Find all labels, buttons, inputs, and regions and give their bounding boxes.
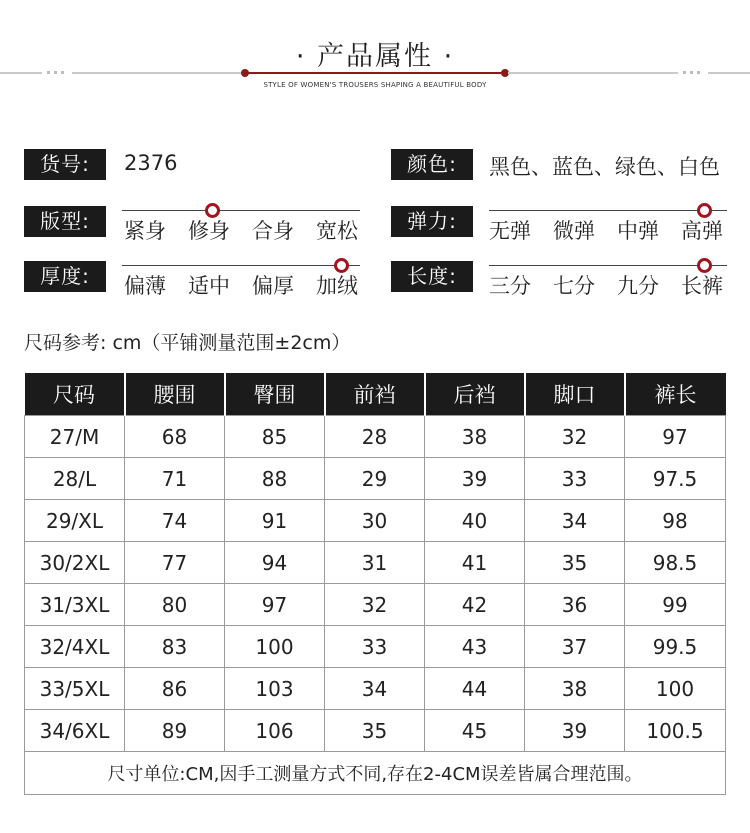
table-row bbox=[25, 542, 726, 584]
table-row bbox=[25, 668, 726, 710]
table-header-cell: 前裆 bbox=[325, 373, 425, 416]
table-cell: 31 bbox=[325, 542, 425, 584]
table-cell: 33/5XL bbox=[25, 668, 125, 710]
table-cell: 35 bbox=[525, 542, 625, 584]
elasticity-option: 高弹 bbox=[681, 219, 723, 243]
table-header-cell: 脚口 bbox=[525, 373, 625, 416]
table-cell: 97.5 bbox=[625, 458, 726, 500]
table-cell: 97 bbox=[625, 416, 726, 458]
table-cell: 74 bbox=[125, 500, 225, 542]
table-cell: 43 bbox=[425, 626, 525, 668]
table-cell: 29/XL bbox=[25, 500, 125, 542]
table-cell: 98.5 bbox=[625, 542, 726, 584]
page-subtitle: STYLE OF WOMEN'S TROUSERS SHAPING A BEAUTIFUL BODY bbox=[263, 81, 487, 89]
fit-option: 修身 bbox=[188, 219, 230, 243]
table-cell: 36 bbox=[525, 584, 625, 626]
length-option: 三分 bbox=[489, 274, 531, 298]
table-row bbox=[25, 584, 726, 626]
length-option: 七分 bbox=[553, 274, 595, 298]
thickness-scale-line bbox=[122, 265, 360, 266]
table-cell: 34 bbox=[525, 500, 625, 542]
item-no-label: 货号: bbox=[24, 149, 106, 180]
header-rule-left-inner bbox=[72, 72, 242, 74]
table-cell: 99 bbox=[625, 584, 726, 626]
table-header-cell: 裤长 bbox=[625, 373, 726, 416]
elasticity-option: 微弹 bbox=[553, 219, 595, 243]
table-row bbox=[25, 710, 726, 752]
table-cell: 80 bbox=[125, 584, 225, 626]
size-table bbox=[24, 373, 726, 795]
header-rule-right-inner bbox=[508, 72, 678, 74]
elasticity-label: 弹力: bbox=[391, 206, 473, 237]
table-note-row bbox=[25, 752, 726, 795]
table-footnote: 尺寸单位:CM,因手工测量方式不同,存在2-4CM误差皆属合理范围。 bbox=[25, 752, 726, 795]
table-cell: 99.5 bbox=[625, 626, 726, 668]
table-cell: 98 bbox=[625, 500, 726, 542]
table-cell: 32 bbox=[525, 416, 625, 458]
elasticity-scale-line bbox=[489, 210, 727, 211]
table-cell: 71 bbox=[125, 458, 225, 500]
elasticity-option: 无弹 bbox=[489, 219, 531, 243]
table-cell: 94 bbox=[225, 542, 325, 584]
table-cell: 103 bbox=[225, 668, 325, 710]
table-cell: 97 bbox=[225, 584, 325, 626]
table-header-cell: 尺码 bbox=[25, 373, 125, 416]
table-cell: 86 bbox=[125, 668, 225, 710]
table-cell: 33 bbox=[325, 626, 425, 668]
table-cell: 40 bbox=[425, 500, 525, 542]
table-row bbox=[25, 626, 726, 668]
header-rule-center bbox=[246, 72, 504, 74]
table-cell: 85 bbox=[225, 416, 325, 458]
elasticity-option: 中弹 bbox=[617, 219, 659, 243]
table-cell: 38 bbox=[525, 668, 625, 710]
size-reference-note: 尺码参考: cm（平铺测量范围±2cm） bbox=[24, 332, 351, 354]
table-cell: 38 bbox=[425, 416, 525, 458]
length-label: 长度: bbox=[391, 261, 473, 292]
header-dots-left bbox=[47, 71, 68, 75]
table-cell: 41 bbox=[425, 542, 525, 584]
table-cell: 106 bbox=[225, 710, 325, 752]
fit-label: 版型: bbox=[24, 206, 106, 237]
table-cell: 68 bbox=[125, 416, 225, 458]
table-cell: 28/L bbox=[25, 458, 125, 500]
header-rule-right bbox=[708, 72, 750, 74]
table-cell: 100.5 bbox=[625, 710, 726, 752]
thickness-option: 适中 bbox=[188, 274, 230, 298]
thickness-option: 偏薄 bbox=[124, 274, 166, 298]
length-scale-line bbox=[489, 265, 727, 266]
table-row bbox=[25, 500, 726, 542]
table-cell: 100 bbox=[625, 668, 726, 710]
fit-scale-line bbox=[122, 210, 360, 211]
table-cell: 100 bbox=[225, 626, 325, 668]
fit-option: 宽松 bbox=[316, 219, 358, 243]
table-cell: 33 bbox=[525, 458, 625, 500]
table-cell: 37 bbox=[525, 626, 625, 668]
table-cell: 34 bbox=[325, 668, 425, 710]
table-cell: 30 bbox=[325, 500, 425, 542]
table-row bbox=[25, 458, 726, 500]
table-cell: 34/6XL bbox=[25, 710, 125, 752]
page-title: · 产品属性 · bbox=[295, 41, 455, 72]
color-value: 黑色、蓝色、绿色、白色 bbox=[489, 155, 720, 179]
table-cell: 27/M bbox=[25, 416, 125, 458]
table-cell: 30/2XL bbox=[25, 542, 125, 584]
table-cell: 89 bbox=[125, 710, 225, 752]
table-cell: 39 bbox=[525, 710, 625, 752]
table-cell: 29 bbox=[325, 458, 425, 500]
table-cell: 35 bbox=[325, 710, 425, 752]
thickness-label: 厚度: bbox=[24, 261, 106, 292]
table-row bbox=[25, 416, 726, 458]
table-cell: 44 bbox=[425, 668, 525, 710]
table-cell: 32 bbox=[325, 584, 425, 626]
thickness-option: 偏厚 bbox=[252, 274, 294, 298]
length-option: 长裤 bbox=[681, 274, 723, 298]
fit-option: 合身 bbox=[252, 219, 294, 243]
table-header-cell: 臀围 bbox=[225, 373, 325, 416]
color-label: 颜色: bbox=[391, 149, 473, 180]
thickness-option: 加绒 bbox=[316, 274, 358, 298]
table-cell: 42 bbox=[425, 584, 525, 626]
table-cell: 39 bbox=[425, 458, 525, 500]
header-dots-right bbox=[683, 71, 704, 75]
table-header-cell: 腰围 bbox=[125, 373, 225, 416]
table-cell: 45 bbox=[425, 710, 525, 752]
length-option: 九分 bbox=[617, 274, 659, 298]
table-cell: 88 bbox=[225, 458, 325, 500]
table-cell: 32/4XL bbox=[25, 626, 125, 668]
table-cell: 91 bbox=[225, 500, 325, 542]
header-rule-left bbox=[0, 72, 42, 74]
table-cell: 31/3XL bbox=[25, 584, 125, 626]
table-cell: 28 bbox=[325, 416, 425, 458]
table-header-cell: 后裆 bbox=[425, 373, 525, 416]
table-header-row bbox=[25, 373, 726, 416]
table-cell: 77 bbox=[125, 542, 225, 584]
fit-option: 紧身 bbox=[124, 219, 166, 243]
table-cell: 83 bbox=[125, 626, 225, 668]
item-no-value: 2376 bbox=[124, 151, 178, 175]
